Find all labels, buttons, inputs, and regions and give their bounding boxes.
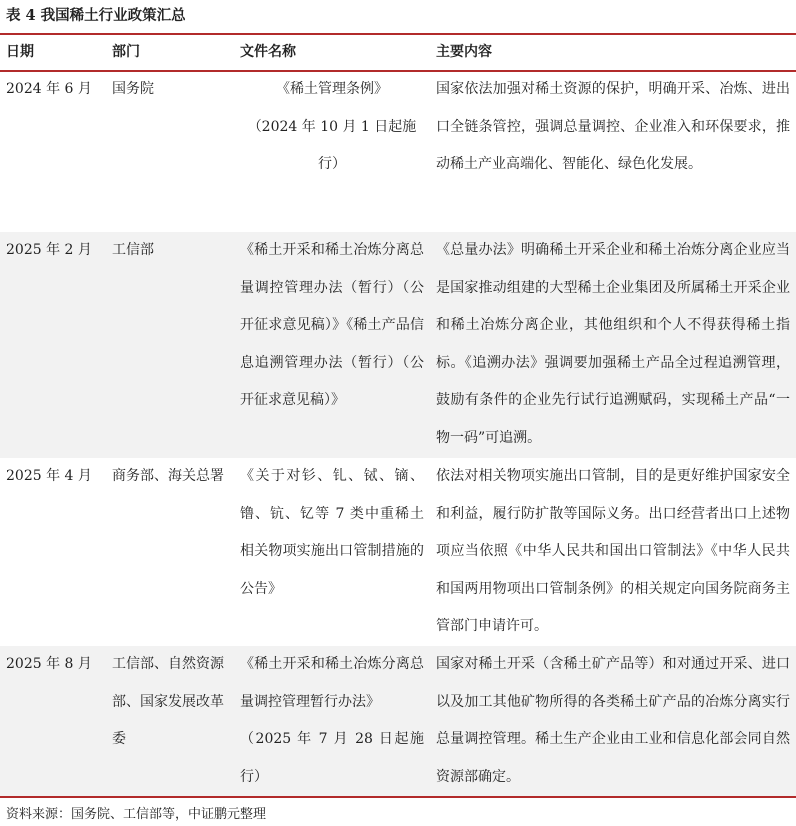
table-row (0, 232, 796, 458)
row-dept: 工信部 (112, 242, 154, 258)
row-dept: 国务院 (112, 81, 154, 97)
header-content: 主要内容 (436, 44, 492, 60)
table-title: 表 4 我国稀土行业政策汇总 (6, 7, 186, 24)
table-row (0, 646, 796, 796)
row-date: 2025 年 2 月 (6, 242, 92, 258)
row-doc: 《关于对钐、钆、铽、镝、镥、钪、钇等 7 类中重稀土相关物项实施出口管制措施的公告》 (240, 468, 424, 597)
row-content: 依法对相关物项实施出口管制，目的是更好维护国家安全和利益，履行防扩散等国际义务。出口经营者出口上述物项应当依照《中华人民共和国出口管制法》《中华人民共和国两用物项出口管制条例》的相关规定向国务院商务主管部门申请许可。 (436, 468, 790, 634)
header-date: 日期 (6, 44, 34, 60)
source-note: 资料来源：国务院、工信部等，中证鹏元整理 (6, 807, 267, 822)
table-row (0, 458, 796, 646)
table-bottom-rule (0, 796, 796, 798)
row-dept: 商务部、海关总署 (112, 468, 224, 484)
row-doc: 《稀土开采和稀土冶炼分离总量调控管理办法（暂行）（公开征求意见稿）》《稀土产品信息追溯管理办法（暂行）（公开征求意见稿）》 (240, 242, 424, 408)
table-row (0, 71, 796, 232)
row-content: 国家依法加强对稀土资源的保护，明确开采、冶炼、进出口全链条管控，强调总量调控、企业准入和环保要求，推动稀土产业高端化、智能化、绿色化发展。 (436, 81, 790, 172)
row-date: 2025 年 8 月 (6, 656, 92, 672)
row-doc: 《稀土管理条例》 （2024 年 10 月 1 日起施行） (247, 81, 417, 172)
row-dept: 工信部、自然资源部、国家发展改革委 (112, 656, 224, 747)
row-doc: 《稀土开采和稀土冶炼分离总量调控管理暂行办法》 （2025 年 7 月 28 日起施行） (240, 656, 424, 785)
header-dept: 部门 (112, 44, 140, 60)
row-content: 《总量办法》明确稀土开采企业和稀土冶炼分离企业应当是国家推动组建的大型稀土企业集团及所属稀土开采企业和稀土冶炼分离企业，其他组织和个人不得获得稀土指标。《追溯办法》强调要加强稀土产品全过程追溯管理，鼓励有条件的企业先行试行追溯赋码，实现稀土产品“一物一码”可追溯。 (436, 242, 790, 446)
header-doc: 文件名称 (240, 44, 296, 60)
row-content: 国家对稀土开采（含稀土矿产品等）和对通过开采、进口以及加工其他矿物所得的各类稀土矿产品的冶炼分离实行总量调控管理。稀土生产企业由工业和信息化部会同自然资源部确定。 (436, 656, 790, 785)
row-date: 2024 年 6 月 (6, 81, 92, 97)
row-date: 2025 年 4 月 (6, 468, 92, 484)
table-top-rule (0, 33, 796, 35)
